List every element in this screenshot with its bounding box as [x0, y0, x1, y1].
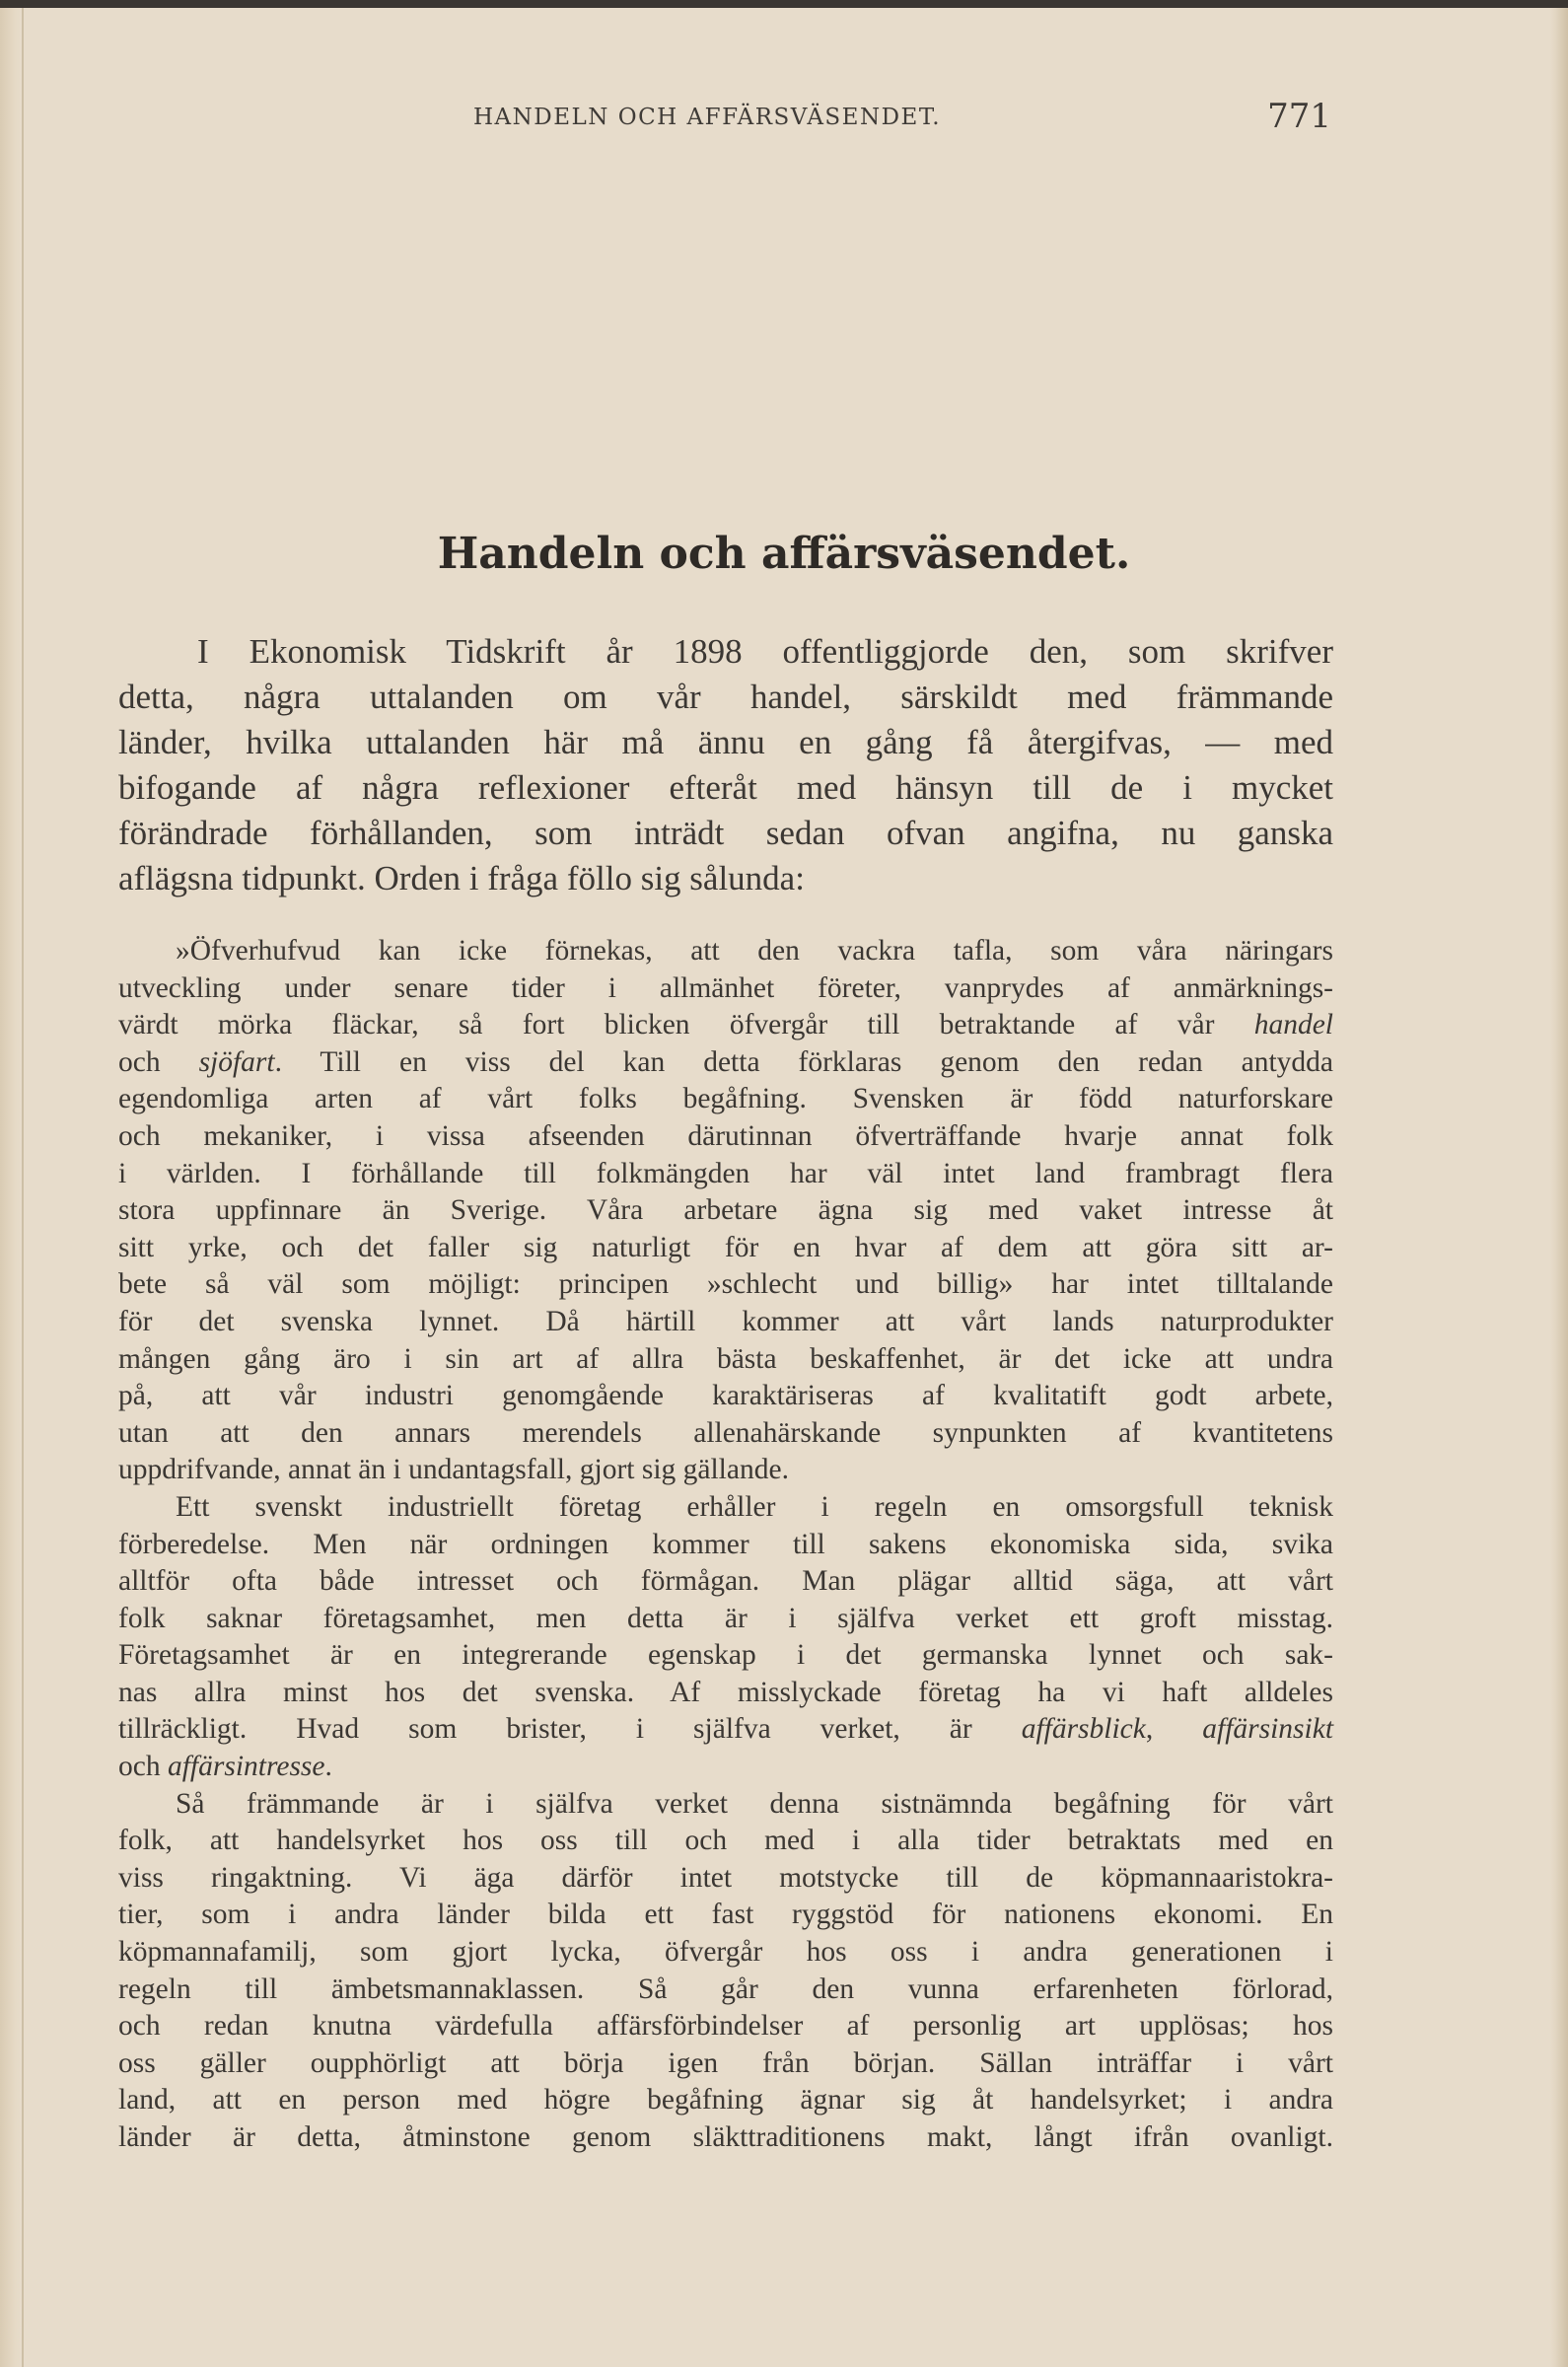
text-line: Företagsamhet är en integrerande egenskap i det germanska lynnet och sak- [118, 1639, 1333, 1672]
text-line: köpmannafamilj, som gjort lycka, öfvergår hos oss i andra generationen i [118, 1936, 1333, 1969]
text-line: stora uppfinnare än Sverige. Våra arbetare ägna sig med vaket intresse åt [118, 1194, 1333, 1227]
text-line [118, 1007, 1333, 1044]
text-line: egendomliga arten af vårt folks begåfning. Svensken är född naturforskare [118, 1083, 1333, 1115]
text-line: sitt yrke, och det faller sig naturligt för en hvar af dem att göra sitt ar- [118, 1231, 1333, 1263]
quoted-passage [118, 933, 1333, 2157]
text-line [118, 1711, 1333, 1749]
text-line: regeln till ämbetsmannaklassen. Så går den vunna erfarenheten förlorad, [118, 1972, 1333, 2005]
text-line: land, att en person med högre begåfning ägnar sig åt handelsyrket; i andra [118, 2084, 1333, 2116]
text-fragment: , [1145, 1713, 1203, 1746]
emphasis-affarsinsikt: affärsinsikt [1202, 1713, 1334, 1746]
text-line: länder är detta, åtminstone genom släkttraditionens makt, långt ifrån ovanligt. [118, 2121, 1333, 2153]
page-number: 771 [1267, 97, 1331, 136]
text-line [118, 1749, 1333, 1786]
page-left-edge [0, 8, 24, 2367]
text-line: bete så väl som möjligt: principen »schlecht und billig» har intet tilltalande [118, 1268, 1333, 1301]
running-title: HANDELN OCH AFFÄRSVÄSENDET. [473, 105, 942, 130]
text-line: folk saknar företagsamhet, men detta är i själfva verket ett groft misstag. [118, 1602, 1333, 1634]
text-line: viss ringaktning. Vi äga därför intet motstycke till de köpmannaaristokra- [118, 1861, 1333, 1894]
text-fragment: och [118, 1045, 199, 1078]
emphasis-sjofart: sjöfart [198, 1045, 275, 1078]
text-fragment: värdt mörka fläckar, så fort blicken öfvergår till betraktande af vår [118, 1009, 1254, 1041]
text-fragment: . [324, 1751, 332, 1783]
text-line: länder, hvilka uttalanden här må ännu en gång få återgifvas, — med [118, 723, 1333, 761]
text-line [118, 1044, 1333, 1082]
text-line: mången gång äro i sin art af allra bästa beskaffenhet, är det icke att undra [118, 1342, 1333, 1375]
text-line: utan att den annars merendels allenahärskande synpunkten af kvantitetens [118, 1416, 1333, 1449]
text-line: Ett svenskt industriellt företag erhåller i regeln en omsorgsfull teknisk [176, 1490, 1333, 1523]
text-line: folk, att handelsyrket hos oss till och med i alla tider betraktats med en [118, 1825, 1333, 1857]
emphasis-handel: handel [1253, 1009, 1333, 1041]
text-line: aflägsna tidpunkt. Orden i fråga föllo sig sålunda: [118, 859, 805, 897]
text-line: uppdrifvande, annat än i undantagsfall, gjort sig gällande. [118, 1454, 789, 1486]
text-line: och redan knutna värdefulla affärsförbindelser af personlig art upplösas; hos [118, 2010, 1333, 2043]
text-line: utveckling under senare tider i allmänhet företer, vanprydes af anmärknings- [118, 971, 1333, 1004]
text-line: på, att vår industri genomgående karaktäriseras af kvalitatift godt arbete, [118, 1380, 1333, 1412]
intro-paragraph [118, 629, 1333, 901]
text-line: i världen. I förhållande till folkmängden har väl intet land frambragt flera [118, 1157, 1333, 1189]
text-line: »Öfverhufvud kan icke förnekas, att den vackra tafla, som våra näringars [176, 935, 1333, 967]
text-line: tier, som i andra länder bilda ett fast ryggstöd för nationens ekonomi. En [118, 1899, 1333, 1931]
text-line: för det svenska lynnet. Då härtill kommer att vårt lands naturprodukter [118, 1305, 1333, 1337]
running-head [473, 97, 1331, 136]
emphasis-affarsintresse: affärsintresse [167, 1751, 325, 1783]
text-line: förändrade förhållanden, som inträdt sedan ofvan angifna, nu ganska [118, 814, 1333, 852]
text-line: alltför ofta både intresset och förmågan. Man plägar alltid säga, att vårt [118, 1565, 1333, 1598]
text-line: I Ekonomisk Tidskrift år 1898 offentliggjorde den, som skrifver [197, 632, 1333, 671]
emphasis-affarsblick: affärsblick [1021, 1713, 1146, 1746]
text-fragment: och [118, 1751, 168, 1783]
chapter-title: Handeln och affärsväsendet. [437, 529, 1131, 579]
text-line: och mekaniker, i vissa afseenden därutinnan öfverträffande hvarje annat folk [118, 1119, 1333, 1152]
text-line: nas allra minst hos det svenska. Af misslyckade företag ha vi haft alldeles [118, 1676, 1333, 1708]
text-line: förberedelse. Men när ordningen kommer till sakens ekonomiska sida, svika [118, 1528, 1333, 1560]
text-line: oss gäller oupphörligt att börja igen från början. Sällan inträffar i vårt [118, 2046, 1333, 2079]
page-right-edge [1550, 8, 1568, 2367]
text-fragment: . Till en viss del kan detta förklaras genom den redan antydda [274, 1045, 1333, 1078]
text-line: detta, några uttalanden om vår handel, särskildt med främmande [118, 678, 1333, 716]
text-line: bifogande af några reflexioner efteråt med hänsyn till de i mycket [118, 768, 1333, 807]
text-line: Så främmande är i själfva verket denna sistnämnda begåfning för vårt [176, 1787, 1333, 1820]
text-fragment: tillräckligt. Hvad som brister, i själfva verket, är [118, 1713, 1022, 1746]
